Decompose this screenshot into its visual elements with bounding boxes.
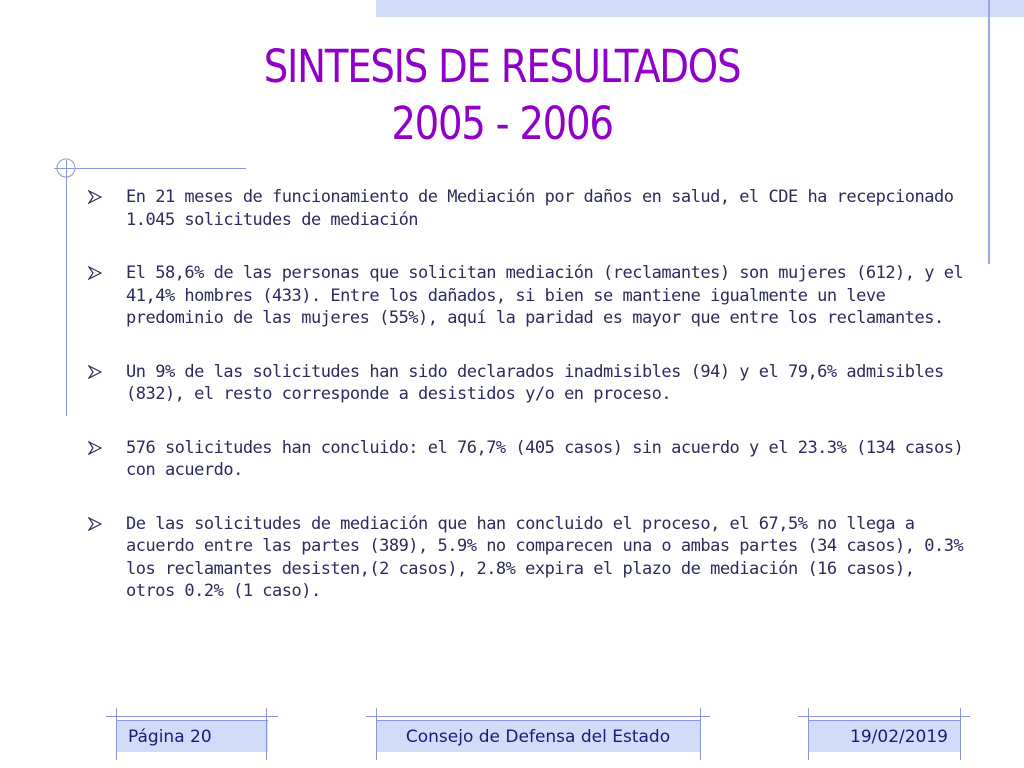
bullet-item xyxy=(86,437,966,482)
slide-title xyxy=(70,38,933,152)
decorative-horizontal-line xyxy=(54,168,246,169)
arrowhead-bullet-icon xyxy=(88,365,102,379)
footer-tick xyxy=(808,708,809,760)
footer-organization: Consejo de Defensa del Estado xyxy=(376,720,700,752)
footer-date: 19/02/2019 xyxy=(808,720,960,752)
title-line-1: SINTESIS DE RESULTADOS xyxy=(263,40,741,93)
footer-tick xyxy=(106,716,278,717)
arrowhead-bullet-icon xyxy=(88,441,102,455)
bullet-item xyxy=(86,361,966,406)
bullet-text: En 21 meses de funcionamiento de Mediación por daños en salud, el CDE ha recepcionado 1.045 solicitudes de mediación xyxy=(126,187,954,230)
arrowhead-bullet-icon xyxy=(88,190,102,204)
corner-circle-decoration-icon xyxy=(40,150,80,190)
bullet-text: El 58,6% de las personas que solicitan mediación (reclamantes) son mujeres (612), y el 41,4% hombres (433). Entre los dañados, si bien se mantiene igualmente un leve predominio de las mujeres (55%), aquí la paridad es mayor que entre los reclamantes. xyxy=(126,263,964,328)
decorative-vertical-line xyxy=(66,160,67,416)
footer-tick xyxy=(798,716,970,717)
footer-tick xyxy=(366,716,710,717)
bullet-text: 576 solicitudes han concluido: el 76,7% (405 casos) sin acuerdo y el 23.3% (134 casos) con acuerdo. xyxy=(126,437,964,480)
top-accent-bar xyxy=(376,0,1024,17)
title-line-2: 2005 - 2006 xyxy=(391,97,613,150)
arrowhead-bullet-icon xyxy=(88,266,102,280)
bullet-text: Un 9% de las solicitudes han sido declarados inadmisibles (94) y el 79,6% admisibles (832), el resto corresponde a desistidos y/o en proceso. xyxy=(126,361,944,404)
bullet-text: De las solicitudes de mediación que han concluido el proceso, el 67,5% no llega a acuerdo entre las partes (389), 5.9% no comparecen una o ambas partes (34 casos), 0.3% los reclamantes desisten,(2 casos), 2.8% expira el plazo de mediación (16 casos), otros 0.2% (1 caso). xyxy=(126,513,964,601)
footer-page-number: Página 20 xyxy=(116,720,268,752)
right-accent-line xyxy=(988,0,990,264)
bullet-item xyxy=(86,513,966,603)
bullet-item xyxy=(86,262,966,330)
footer-tick xyxy=(700,708,701,760)
footer-tick xyxy=(376,708,377,760)
bullet-item xyxy=(86,186,966,231)
footer-tick xyxy=(960,708,961,760)
arrowhead-bullet-icon xyxy=(88,517,102,531)
bullet-list xyxy=(86,186,966,634)
footer-tick xyxy=(116,708,117,760)
footer-tick xyxy=(266,708,267,760)
